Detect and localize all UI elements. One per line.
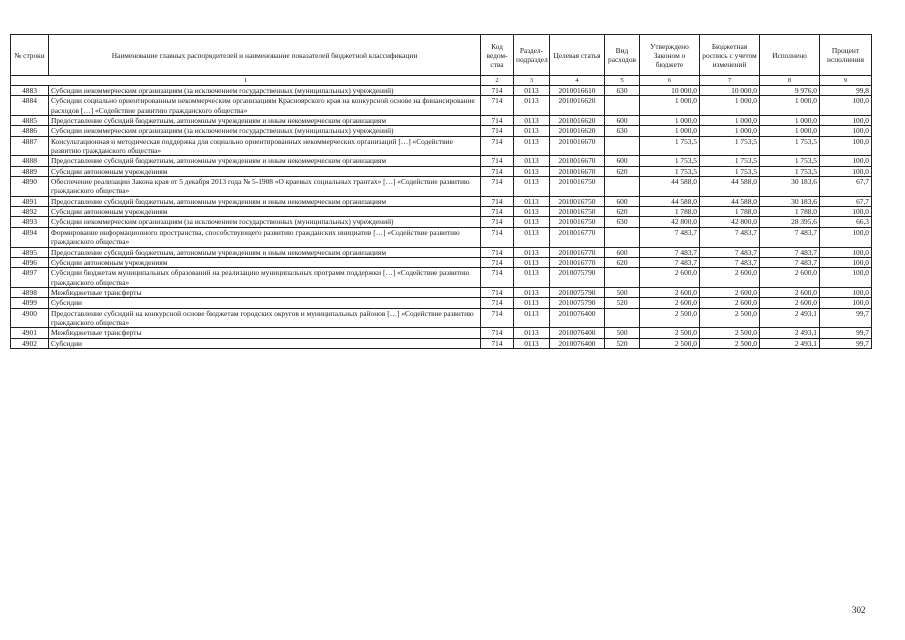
row-percent-cell: 100,0 [820,126,872,136]
row-percent-cell: 99,7 [820,328,872,338]
table-row [11,156,872,166]
row-section-cell: 0113 [514,217,550,227]
table-row [11,207,872,217]
row-expense-type-cell: 520 [605,298,640,308]
row-name-cell: Предоставление субсидий на конкурсной основе бюджетам городских округов и муниципальных районов […] «Содействие развитию гражданского общества» [49,308,481,328]
table-row [11,116,872,126]
column-number: 9 [820,76,872,86]
table-row [11,126,872,136]
table-row [11,247,872,257]
table-row [11,257,872,267]
row-percent-cell: 100,0 [820,268,872,288]
column-number: 8 [760,76,820,86]
row-schedule-cell: 2 600,0 [700,298,760,308]
row-approved-cell: 10 000,0 [640,86,700,96]
table-row [11,166,872,176]
row-percent-cell: 100,0 [820,257,872,267]
header-name: Наименование главных распорядителей и наименование показателей бюджетной классификации [49,35,481,76]
row-percent-cell: 99,7 [820,308,872,328]
row-target-article-cell: 2010016750 [550,217,605,227]
header-row-number: № строки [11,35,49,76]
row-dept-code-cell: 714 [481,298,514,308]
header-dept-code: Код ведом- ства [481,35,514,76]
column-number-row [11,76,872,86]
row-number-cell: 4893 [11,217,49,227]
row-percent-cell: 99,8 [820,86,872,96]
row-approved-cell: 7 483,7 [640,257,700,267]
row-name-cell: Субсидии [49,338,481,348]
row-target-article-cell: 2010076400 [550,338,605,348]
row-schedule-cell: 10 000,0 [700,86,760,96]
row-expense-type-cell [605,308,640,328]
column-number: 6 [640,76,700,86]
row-schedule-cell: 7 483,7 [700,227,760,247]
row-section-cell: 0113 [514,126,550,136]
table-row [11,177,872,197]
row-target-article-cell: 2010016670 [550,136,605,156]
row-dept-code-cell: 714 [481,156,514,166]
row-target-article-cell: 2010016670 [550,156,605,166]
row-schedule-cell: 2 600,0 [700,268,760,288]
row-target-article-cell: 2010016770 [550,227,605,247]
row-number-cell: 4884 [11,96,49,116]
row-dept-code-cell: 714 [481,217,514,227]
row-schedule-cell: 1 753,5 [700,136,760,156]
row-section-cell: 0113 [514,156,550,166]
column-number: 4 [550,76,605,86]
row-dept-code-cell: 714 [481,328,514,338]
row-dept-code-cell: 714 [481,247,514,257]
row-approved-cell: 2 500,0 [640,338,700,348]
row-expense-type-cell [605,227,640,247]
table-row [11,86,872,96]
row-approved-cell: 7 483,7 [640,227,700,247]
row-percent-cell: 67,7 [820,196,872,206]
row-dept-code-cell: 714 [481,257,514,267]
row-percent-cell: 100,0 [820,96,872,116]
budget-execution-table [10,34,872,349]
header-executed: Исполнено [760,35,820,76]
row-number-cell: 4900 [11,308,49,328]
row-section-cell: 0113 [514,308,550,328]
row-percent-cell: 100,0 [820,207,872,217]
row-name-cell: Обеспечение реализации Закона края от 5 декабря 2013 года № 5-1908 «О краевых социальных грантах» […] «Содействие развитию гражданского общества» [49,177,481,197]
row-approved-cell: 2 500,0 [640,328,700,338]
row-approved-cell: 1 753,5 [640,136,700,156]
row-name-cell: Субсидии некоммерческим организациям (за исключением государственных (муниципальных) учреждений) [49,126,481,136]
row-expense-type-cell [605,268,640,288]
row-name-cell: Субсидии автономным учреждениям [49,257,481,267]
budget-table-container [10,34,872,349]
row-target-article-cell: 2010016770 [550,247,605,257]
row-number-cell: 4890 [11,177,49,197]
row-name-cell: Консультационная и методическая поддержка для социально ориентированных некоммерческих организаций […] «Содействие развитию гражданского общества» [49,136,481,156]
row-expense-type-cell: 630 [605,86,640,96]
row-number-cell: 4899 [11,298,49,308]
row-dept-code-cell: 714 [481,96,514,116]
row-number-cell: 4901 [11,328,49,338]
row-expense-type-cell [605,177,640,197]
column-number: 5 [605,76,640,86]
row-number-cell: 4902 [11,338,49,348]
row-name-cell: Формирование информационного пространства, способствующего развитию гражданских инициатив […] «Содействие развитию гражданского общества» [49,227,481,247]
row-approved-cell: 42 800,0 [640,217,700,227]
row-approved-cell: 2 600,0 [640,287,700,297]
row-approved-cell: 1 753,5 [640,166,700,176]
row-expense-type-cell: 600 [605,247,640,257]
row-expense-type-cell: 600 [605,156,640,166]
header-budget-schedule: Бюджетная роспись с учетом изменений [700,35,760,76]
row-name-cell: Субсидии некоммерческим организациям (за исключением государственных (муниципальных) учреждений) [49,86,481,96]
row-target-article-cell: 2010075790 [550,298,605,308]
row-executed-cell: 2 600,0 [760,287,820,297]
row-dept-code-cell: 714 [481,86,514,96]
table-row [11,328,872,338]
row-executed-cell: 2 493,1 [760,308,820,328]
row-name-cell: Субсидии бюджетам муниципальных образований на реализацию муниципальных программ поддержки […] «Содействие развитию гражданского общества» [49,268,481,288]
table-row [11,287,872,297]
table-body [11,86,872,349]
row-schedule-cell: 1 753,5 [700,166,760,176]
row-number-cell: 4896 [11,257,49,267]
row-approved-cell: 1 788,0 [640,207,700,217]
row-schedule-cell: 42 800,0 [700,217,760,227]
row-number-cell: 4895 [11,247,49,257]
row-dept-code-cell: 714 [481,227,514,247]
row-executed-cell: 2 600,0 [760,268,820,288]
row-schedule-cell: 1 000,0 [700,96,760,116]
row-target-article-cell: 2010075790 [550,268,605,288]
row-target-article-cell: 2010076400 [550,328,605,338]
row-section-cell: 0113 [514,298,550,308]
row-target-article-cell: 2010016610 [550,86,605,96]
row-approved-cell: 1 000,0 [640,96,700,116]
row-target-article-cell: 2010076400 [550,308,605,328]
row-executed-cell: 2 493,1 [760,328,820,338]
column-number: 1 [11,76,481,86]
row-name-cell: Субсидии автономным учреждениям [49,166,481,176]
table-row [11,338,872,348]
row-number-cell: 4892 [11,207,49,217]
row-schedule-cell: 7 483,7 [700,247,760,257]
row-dept-code-cell: 714 [481,287,514,297]
table-row [11,96,872,116]
row-executed-cell: 9 976,0 [760,86,820,96]
row-expense-type-cell: 620 [605,166,640,176]
row-number-cell: 4889 [11,166,49,176]
row-target-article-cell: 2010016770 [550,257,605,267]
row-expense-type-cell: 520 [605,338,640,348]
row-section-cell: 0113 [514,268,550,288]
row-target-article-cell: 2010016750 [550,207,605,217]
row-schedule-cell: 44 588,0 [700,177,760,197]
row-target-article-cell: 2010016670 [550,166,605,176]
row-expense-type-cell [605,136,640,156]
row-percent-cell: 100,0 [820,166,872,176]
row-executed-cell: 1 753,5 [760,136,820,156]
row-target-article-cell: 2010016620 [550,126,605,136]
row-expense-type-cell: 620 [605,207,640,217]
table-row [11,217,872,227]
row-executed-cell: 30 183,6 [760,196,820,206]
row-name-cell: Субсидии автономным учреждениям [49,207,481,217]
row-approved-cell: 44 588,0 [640,196,700,206]
row-schedule-cell: 7 483,7 [700,257,760,267]
row-dept-code-cell: 714 [481,207,514,217]
header-row [11,35,872,76]
row-schedule-cell: 2 500,0 [700,338,760,348]
row-schedule-cell: 2 500,0 [700,308,760,328]
row-number-cell: 4887 [11,136,49,156]
row-section-cell: 0113 [514,247,550,257]
table-row [11,136,872,156]
page-number: 302 [852,605,866,615]
row-target-article-cell: 2010075790 [550,287,605,297]
row-dept-code-cell: 714 [481,196,514,206]
row-approved-cell: 2 600,0 [640,268,700,288]
header-section: Раздел- подраздел [514,35,550,76]
row-dept-code-cell: 714 [481,308,514,328]
row-section-cell: 0113 [514,338,550,348]
row-section-cell: 0113 [514,177,550,197]
row-percent-cell: 100,0 [820,227,872,247]
row-percent-cell: 100,0 [820,136,872,156]
row-number-cell: 4894 [11,227,49,247]
row-schedule-cell: 44 588,0 [700,196,760,206]
row-section-cell: 0113 [514,196,550,206]
row-schedule-cell: 1 000,0 [700,126,760,136]
row-dept-code-cell: 714 [481,177,514,197]
header-target-article: Целевая статья [550,35,605,76]
row-approved-cell: 1 753,5 [640,156,700,166]
row-name-cell: Субсидии социально ориентированным некоммерческим организациям Красноярского края на конкурсной основе на финансирование расходов […] «Содействие развитию гражданского общества» [49,96,481,116]
row-section-cell: 0113 [514,287,550,297]
row-schedule-cell: 2 500,0 [700,328,760,338]
row-executed-cell: 1 000,0 [760,116,820,126]
row-schedule-cell: 1 788,0 [700,207,760,217]
row-executed-cell: 30 183,6 [760,177,820,197]
row-executed-cell: 7 483,7 [760,227,820,247]
row-approved-cell: 1 000,0 [640,126,700,136]
row-executed-cell: 1 788,0 [760,207,820,217]
row-name-cell: Субсидии некоммерческим организациям (за исключением государственных (муниципальных) учреждений) [49,217,481,227]
row-number-cell: 4883 [11,86,49,96]
row-percent-cell: 100,0 [820,287,872,297]
row-section-cell: 0113 [514,328,550,338]
row-number-cell: 4898 [11,287,49,297]
row-approved-cell: 2 500,0 [640,308,700,328]
header-approved: Утверждено Законом о бюджете [640,35,700,76]
row-number-cell: 4891 [11,196,49,206]
row-percent-cell: 100,0 [820,247,872,257]
row-section-cell: 0113 [514,96,550,116]
row-section-cell: 0113 [514,86,550,96]
row-executed-cell: 2 493,1 [760,338,820,348]
table-row [11,308,872,328]
header-percent: Процент исполнения [820,35,872,76]
row-executed-cell: 1 000,0 [760,126,820,136]
row-executed-cell: 28 395,6 [760,217,820,227]
row-approved-cell: 44 588,0 [640,177,700,197]
row-name-cell: Предоставление субсидий бюджетным, автономным учреждениям и иным некоммерческим организациям [49,156,481,166]
row-expense-type-cell [605,96,640,116]
row-name-cell: Субсидии [49,298,481,308]
row-approved-cell: 1 000,0 [640,116,700,126]
row-approved-cell: 2 600,0 [640,298,700,308]
row-number-cell: 4886 [11,126,49,136]
row-percent-cell: 100,0 [820,298,872,308]
row-target-article-cell: 2010016620 [550,96,605,116]
row-section-cell: 0113 [514,116,550,126]
row-percent-cell: 99,7 [820,338,872,348]
header-expense-type: Вид расходов [605,35,640,76]
row-executed-cell: 1 753,5 [760,156,820,166]
row-executed-cell: 1 000,0 [760,96,820,116]
row-expense-type-cell: 600 [605,116,640,126]
row-target-article-cell: 2010016750 [550,196,605,206]
row-number-cell: 4897 [11,268,49,288]
column-number: 3 [514,76,550,86]
row-target-article-cell: 2010016620 [550,116,605,126]
row-executed-cell: 7 483,7 [760,247,820,257]
row-dept-code-cell: 714 [481,136,514,156]
table-row [11,268,872,288]
row-schedule-cell: 2 600,0 [700,287,760,297]
row-executed-cell: 7 483,7 [760,257,820,267]
row-expense-type-cell: 630 [605,126,640,136]
row-expense-type-cell: 500 [605,287,640,297]
row-approved-cell: 7 483,7 [640,247,700,257]
row-section-cell: 0113 [514,227,550,247]
row-expense-type-cell: 630 [605,217,640,227]
row-dept-code-cell: 714 [481,116,514,126]
row-name-cell: Межбюджетные трансферты [49,287,481,297]
row-name-cell: Предоставление субсидий бюджетным, автономным учреждениям и иным некоммерческим организациям [49,116,481,126]
row-section-cell: 0113 [514,136,550,156]
row-target-article-cell: 2010016750 [550,177,605,197]
row-schedule-cell: 1 000,0 [700,116,760,126]
row-section-cell: 0113 [514,257,550,267]
column-number: 7 [700,76,760,86]
row-name-cell: Предоставление субсидий бюджетным, автономным учреждениям и иным некоммерческим организациям [49,247,481,257]
row-name-cell: Межбюджетные трансферты [49,328,481,338]
row-dept-code-cell: 714 [481,268,514,288]
row-executed-cell: 1 753,5 [760,166,820,176]
row-dept-code-cell: 714 [481,126,514,136]
row-number-cell: 4888 [11,156,49,166]
table-row [11,227,872,247]
row-percent-cell: 67,7 [820,177,872,197]
column-number: 2 [481,76,514,86]
row-name-cell: Предоставление субсидий бюджетным, автономным учреждениям и иным некоммерческим организациям [49,196,481,206]
row-expense-type-cell: 620 [605,257,640,267]
row-number-cell: 4885 [11,116,49,126]
row-expense-type-cell: 500 [605,328,640,338]
row-percent-cell: 100,0 [820,156,872,166]
row-dept-code-cell: 714 [481,166,514,176]
row-section-cell: 0113 [514,207,550,217]
table-row [11,196,872,206]
row-expense-type-cell: 600 [605,196,640,206]
table-row [11,298,872,308]
row-percent-cell: 66,3 [820,217,872,227]
row-executed-cell: 2 600,0 [760,298,820,308]
row-section-cell: 0113 [514,166,550,176]
row-schedule-cell: 1 753,5 [700,156,760,166]
row-dept-code-cell: 714 [481,338,514,348]
row-percent-cell: 100,0 [820,116,872,126]
